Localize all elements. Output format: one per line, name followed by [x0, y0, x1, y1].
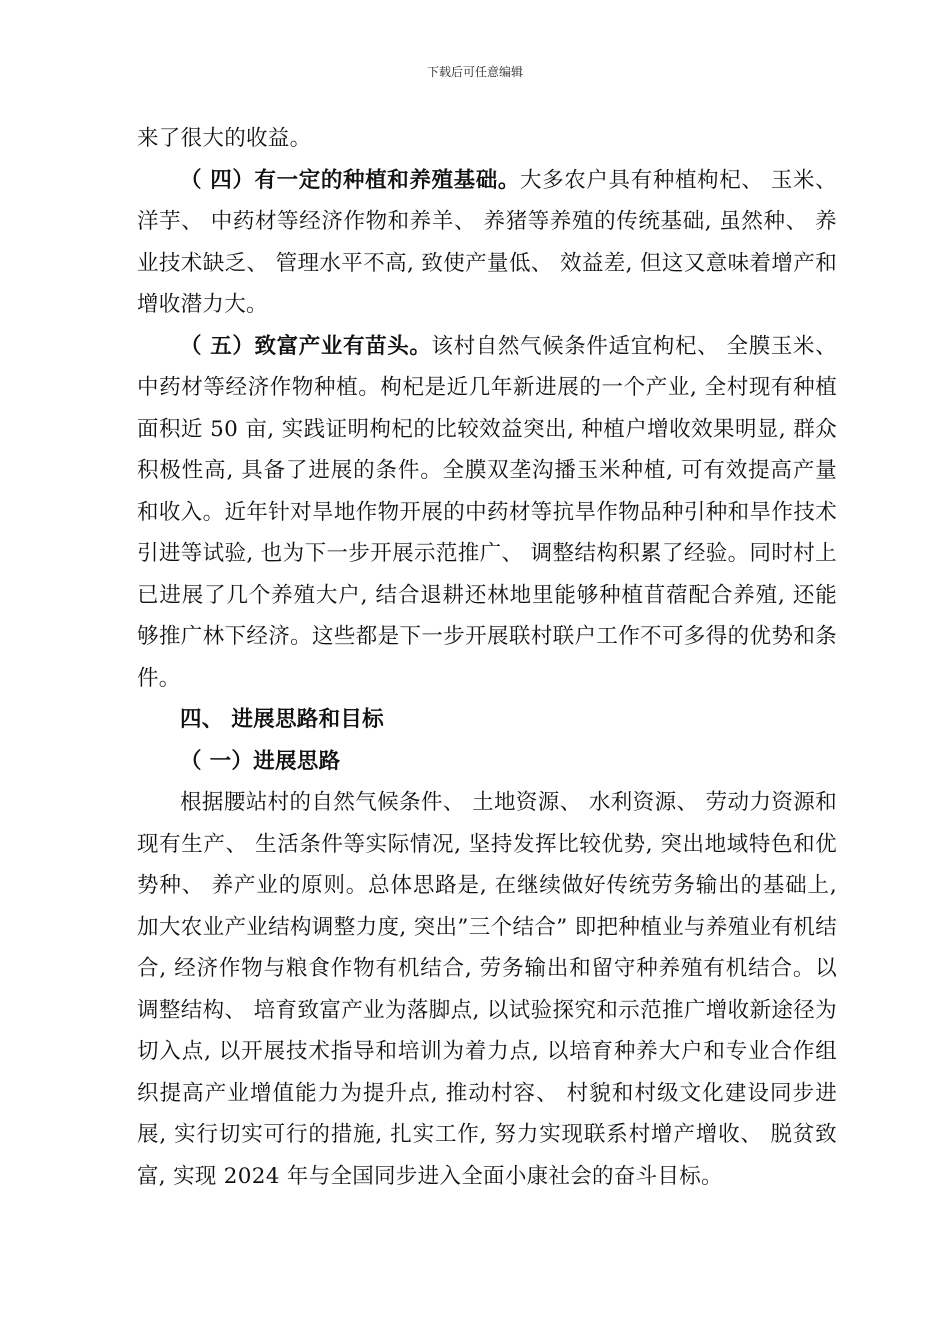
section-heading: 四、 进展思路和目标 — [180, 707, 384, 732]
paragraph-text: 大多农户具有种植枸杞、 玉米、 洋芋、 中药材等经济作物和养羊、 养猪等养殖的传统基础, 虽然种、 养业技术缺乏、 管理水平不高, 致使产量低、 效益差, 但这又意味着增产和增收潜力大。 — [137, 167, 837, 317]
page-header: 下载后可任意编辑 — [426, 65, 523, 79]
paragraph-planting-base — [137, 160, 837, 326]
paragraph-development-ideas: 根据腰站村的自然气候条件、 土地资源、 水利资源、 劳动力资源和现有生产、 生活条件等实际情况, 坚持发挥比较优势, 突出地域特色和优势种、 养产业的原则。总体思路是, 在继续做好传统劳务输出的基础上, 加大农业产业结构调整力度, 突出”三个结合” 即把种植业与养殖业有机结合, 经济作物与粮食作物有机结合, 劳务输出和留守种养殖有机结合。以调整结构、 培育致富产业为落脚点, 以试验探究和示范推广增收新途径为切入点, 以开展技术指导和培训为着力点, 以培育种养大户和专业合作组织提高产业增值能力为提升点, 推动村容、 村貌和村级文化建设同步进展, 实行切实可行的措施, 扎实工作, 努力实现联系村增产增收、 脱贫致富, 实现 2024 年与全国同步进入全面小康社会的奋斗目标。 — [137, 790, 837, 1189]
paragraph-industry — [137, 326, 837, 700]
paragraph-heading: （ 四）有一定的种植和养殖基础。 — [180, 167, 521, 193]
paragraph-continuation: 来了很大的收益。 — [137, 126, 312, 151]
paragraph-heading: （ 五）致富产业有苗头。 — [180, 333, 432, 359]
subsection-heading: （ 一）进展思路 — [180, 748, 341, 774]
paragraph-text: 该村自然气候条件适宜枸杞、 全膜玉米、 中药材等经济作物种植。枸杞是近几年新进展的一个产业, 全村现有种植面积近 50 亩, 实践证明枸杞的比较效益突出, 种植户增收效果明显, 群众积极性高, 具备了进展的条件。全膜双垄沟播玉米种植, 可有效提高产量和收入。近年针对旱地作物开展的中药材等抗旱作物品种引种和旱作技术引进等试验, 也为下一步开展示范推广、 调整结构积累了经验。同时村上已进展了几个养殖大户, 结合退耕还林地里能够种植苜蓿配合养殖, 还能够推广林下经济。这些都是下一步开展联村联户工作不可多得的优势和条件。 — [137, 333, 837, 691]
document-body — [137, 118, 837, 1197]
